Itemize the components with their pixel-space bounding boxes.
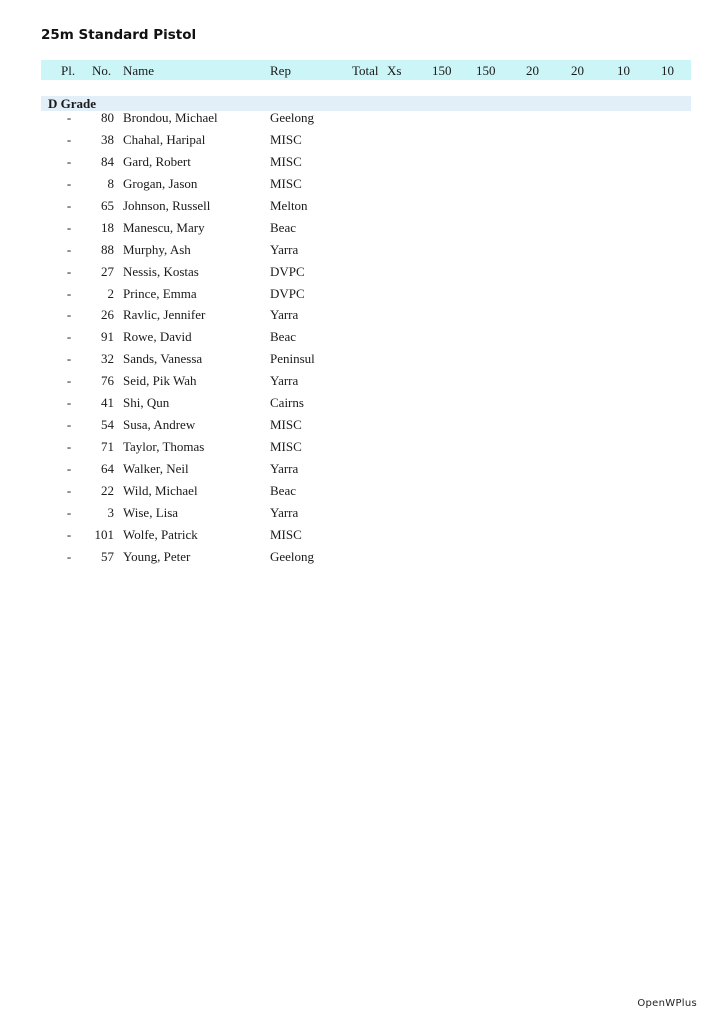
table-row	[41, 110, 691, 132]
number-cell: 27	[101, 263, 114, 279]
rep-cell: MISC	[270, 439, 302, 455]
number-cell: 71	[101, 439, 114, 455]
place-cell: -	[66, 439, 72, 455]
header-stage-5: 10	[617, 63, 630, 78]
name-cell: Susa, Andrew	[123, 417, 196, 433]
table-row	[41, 154, 691, 176]
place-cell: -	[66, 417, 72, 433]
table-row	[41, 395, 691, 417]
table-row	[41, 549, 691, 571]
rep-cell: Yarra	[270, 241, 299, 257]
rep-cell: DVPC	[270, 285, 305, 301]
rep-cell: Cairns	[270, 395, 304, 411]
place-cell: -	[66, 504, 72, 520]
number-cell: 88	[101, 241, 114, 257]
rep-cell: Beac	[270, 219, 296, 235]
place-cell: -	[66, 197, 72, 213]
name-cell: Prince, Emma	[123, 285, 197, 301]
number-cell: 2	[107, 285, 114, 301]
rep-cell: Yarra	[270, 461, 299, 476]
name-cell: Ravlic, Jennifer	[123, 307, 206, 323]
place-cell: -	[66, 307, 72, 323]
grade-section-header	[41, 96, 691, 111]
table-row	[41, 286, 691, 308]
rep-cell: MISC	[270, 131, 302, 147]
table-row	[41, 176, 691, 198]
name-cell: Nessis, Kostas	[123, 263, 199, 279]
table-row	[41, 264, 691, 286]
header-stage-1: 150	[432, 63, 452, 78]
rep-cell: Peninsul	[270, 351, 315, 367]
table-row	[41, 307, 691, 329]
number-cell: 26	[101, 307, 114, 323]
place-cell: -	[66, 175, 72, 191]
number-cell: 64	[101, 461, 114, 476]
rep-cell: Geelong	[270, 548, 315, 564]
name-cell: Brondou, Michael	[123, 110, 218, 125]
table-row	[41, 483, 691, 505]
place-cell: -	[66, 131, 72, 147]
name-cell: Chahal, Haripal	[123, 131, 206, 147]
table-row	[41, 329, 691, 351]
table-row	[41, 527, 691, 549]
place-cell: -	[66, 395, 72, 411]
page-title: 25m Standard Pistol	[41, 27, 197, 43]
number-cell: 65	[101, 197, 114, 213]
number-cell: 84	[101, 153, 114, 169]
table-row	[41, 242, 691, 264]
name-cell: Seid, Pik Wah	[123, 373, 197, 389]
rep-cell: Geelong	[270, 110, 315, 125]
place-cell: -	[66, 219, 72, 235]
place-cell: -	[66, 329, 72, 345]
place-cell: -	[66, 373, 72, 389]
place-cell: -	[66, 526, 72, 542]
name-cell: Rowe, David	[123, 329, 192, 345]
table-row	[41, 373, 691, 395]
number-cell: 32	[101, 351, 114, 367]
table-row	[41, 417, 691, 439]
number-cell: 76	[101, 373, 114, 389]
table-row	[41, 198, 691, 220]
number-cell: 57	[101, 548, 114, 564]
grade-label: D Grade	[48, 96, 97, 111]
place-cell: -	[66, 461, 72, 476]
name-cell: Taylor, Thomas	[123, 439, 205, 455]
place-cell: -	[66, 153, 72, 169]
footer-brand: OpenWPlus	[637, 998, 697, 1009]
number-cell: 8	[107, 175, 114, 191]
table-row	[41, 461, 691, 483]
number-cell: 91	[101, 329, 114, 345]
results-list	[41, 110, 691, 571]
column-header-bar	[41, 60, 691, 80]
rep-cell: DVPC	[270, 263, 305, 279]
header-stage-2: 150	[476, 63, 496, 78]
number-cell: 22	[101, 482, 114, 498]
rep-cell: Yarra	[270, 307, 299, 323]
place-cell: -	[66, 285, 72, 301]
place-cell: -	[66, 110, 72, 125]
header-stage-4: 20	[571, 63, 584, 78]
header-number: No.	[92, 63, 112, 78]
name-cell: Murphy, Ash	[123, 241, 191, 257]
table-row	[41, 220, 691, 242]
header-stage-6: 10	[661, 63, 674, 78]
name-cell: Gard, Robert	[123, 153, 191, 169]
number-cell: 38	[101, 131, 114, 147]
rep-cell: Yarra	[270, 373, 299, 389]
name-cell: Sands, Vanessa	[123, 351, 203, 367]
table-row	[41, 351, 691, 373]
place-cell: -	[66, 482, 72, 498]
rep-cell: Melton	[270, 197, 308, 213]
name-cell: Grogan, Jason	[123, 175, 198, 191]
rep-cell: Beac	[270, 329, 296, 345]
name-cell: Manescu, Mary	[123, 219, 205, 235]
rep-cell: Yarra	[270, 504, 299, 520]
header-place: Pl.	[61, 63, 76, 78]
name-cell: Walker, Neil	[123, 461, 189, 476]
rep-cell: MISC	[270, 175, 302, 191]
name-cell: Wild, Michael	[123, 482, 198, 498]
name-cell: Wolfe, Patrick	[123, 526, 198, 542]
header-stage-3: 20	[526, 63, 539, 78]
number-cell: 18	[101, 219, 114, 235]
table-row	[41, 505, 691, 527]
number-cell: 80	[101, 110, 114, 125]
rep-cell: MISC	[270, 153, 302, 169]
table-row	[41, 439, 691, 461]
header-xs: Xs	[387, 63, 402, 78]
name-cell: Shi, Qun	[123, 395, 170, 411]
header-total: Total	[352, 63, 379, 78]
rep-cell: MISC	[270, 417, 302, 433]
place-cell: -	[66, 263, 72, 279]
header-name: Name	[123, 63, 155, 78]
place-cell: -	[66, 548, 72, 564]
place-cell: -	[66, 351, 72, 367]
number-cell: 41	[101, 395, 114, 411]
number-cell: 3	[107, 504, 114, 520]
name-cell: Wise, Lisa	[123, 504, 179, 520]
rep-cell: Beac	[270, 482, 296, 498]
table-row	[41, 132, 691, 154]
number-cell: 54	[101, 417, 114, 433]
name-cell: Johnson, Russell	[123, 197, 211, 213]
place-cell: -	[66, 241, 72, 257]
name-cell: Young, Peter	[123, 548, 191, 564]
header-rep: Rep	[270, 63, 291, 78]
rep-cell: MISC	[270, 526, 302, 542]
number-cell: 101	[94, 526, 114, 542]
